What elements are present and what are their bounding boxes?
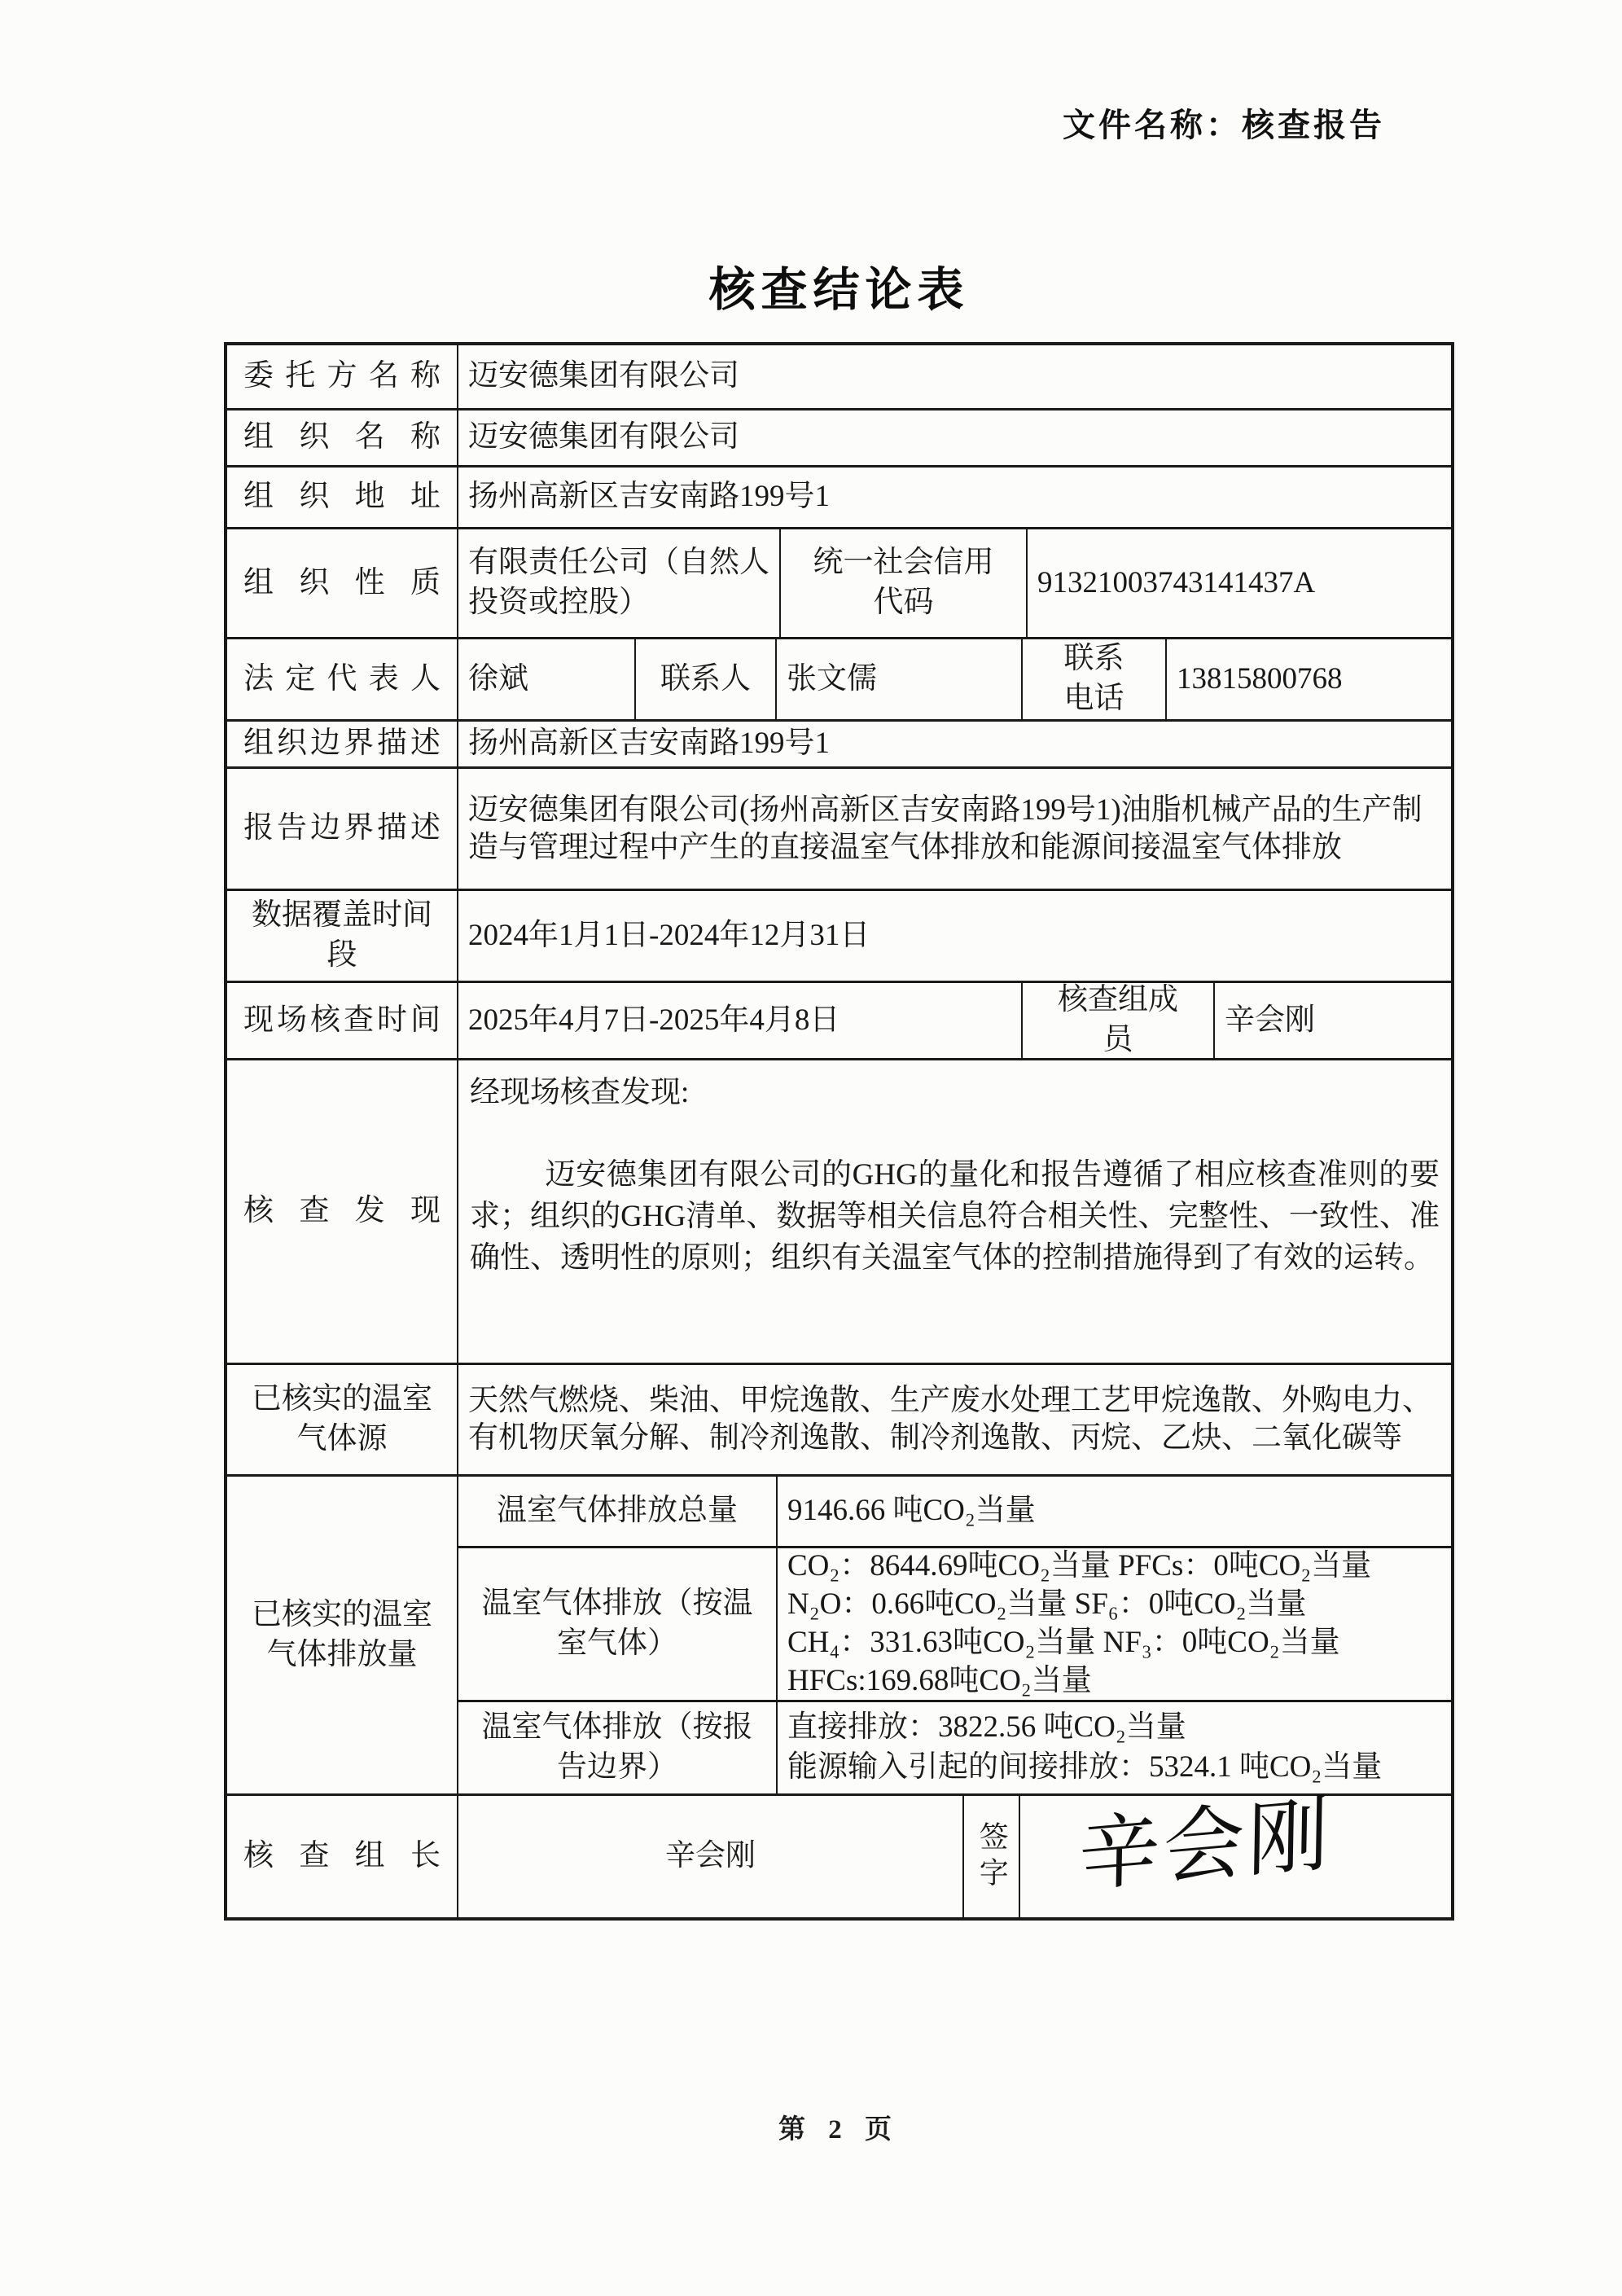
data-period-value: 2024年1月1日-2024年12月31日	[457, 891, 1451, 981]
verification-conclusion-table	[224, 342, 1454, 1921]
by-gas-line-co2-pfcs: CO₂：8644.69吨CO₂当量 PFCs：0吨CO₂当量	[787, 1548, 1372, 1583]
by-gas-line-ch4-nf3: CH₄：331.63吨CO₂当量 NF₃：0吨CO₂当量	[787, 1625, 1340, 1659]
org-nature-value: 有限责任公司（自然人投资或控股）	[457, 529, 779, 637]
handwritten-signature: 辛会刚	[1078, 1789, 1333, 1902]
subrow-emissions-by-gas	[457, 1546, 1451, 1700]
ghg-sources-value: 天然气燃烧、柴油、甲烷逸散、生产废水处理工艺甲烷逸散、外购电力、有机物厌氧分解、制冷剂逸散、制冷剂逸散、丙烷、乙炔、二氧化碳等	[457, 1365, 1451, 1474]
credit-code-label: 统一社会信用代码	[779, 529, 1026, 637]
findings-label: 核查发现	[243, 1194, 441, 1228]
row-team-leader	[227, 1789, 1451, 1917]
audit-team-member: 辛会刚	[1213, 983, 1451, 1058]
row-client-name	[227, 345, 1451, 408]
signature-label: 签字	[962, 1796, 1019, 1917]
site-visit-value: 2025年4月7日-2025年4月8日	[457, 983, 1021, 1058]
org-address-label: 组织地址	[243, 480, 441, 514]
row-org-address	[227, 465, 1451, 527]
findings-content	[457, 1060, 1451, 1363]
report-boundary-label: 报告边界描述	[243, 811, 441, 845]
document-header-label: 文件名称：核查报告	[1063, 108, 1385, 143]
legal-rep-label: 法定代表人	[243, 661, 441, 696]
data-period-label: 数据覆盖时间段	[252, 898, 432, 972]
row-org-boundary	[227, 719, 1451, 766]
row-emissions	[227, 1474, 1451, 1793]
emissions-by-boundary-label: 温室气体排放（按报告边界）	[457, 1702, 776, 1793]
phone-value: 13815800768	[1165, 639, 1451, 719]
by-boundary-line-direct: 直接排放：3822.56 吨CO₂当量	[787, 1710, 1186, 1745]
findings-intro: 经现场核查发现:	[470, 1076, 690, 1109]
findings-body: 迈安德集团有限公司的GHG的量化和报告遵循了相应核查准则的要求；组织的GHG清单、数据等相关信息符合相关性、完整性、一致性、准确性、透明性的原则；组织有关温室气体的控制措施得到了有效的运转。	[470, 1157, 1440, 1275]
by-boundary-line-indirect: 能源输入引起的间接排放：5324.1 吨CO₂当量	[787, 1749, 1383, 1784]
ghg-sources-label: 已核实的温室气体源	[252, 1382, 432, 1455]
row-ghg-sources	[227, 1363, 1451, 1474]
org-address-value: 扬州高新区吉安南路199号1	[457, 468, 1451, 527]
emissions-by-gas-values	[776, 1548, 1451, 1700]
org-nature-label: 组织性质	[243, 565, 441, 599]
page-number: 第 2 页	[778, 2115, 900, 2145]
row-findings	[227, 1058, 1451, 1363]
audit-team-label: 核查组成员	[1021, 983, 1213, 1058]
emissions-by-boundary-values	[776, 1702, 1451, 1793]
row-legal-rep	[227, 637, 1451, 719]
emissions-by-gas-label: 温室气体排放（按温室气体）	[457, 1548, 776, 1700]
emissions-subtable	[457, 1477, 1451, 1793]
org-boundary-label: 组织边界描述	[243, 727, 441, 761]
team-leader-name: 辛会刚	[457, 1796, 962, 1917]
row-org-name	[227, 408, 1451, 465]
legal-rep-value: 徐斌	[457, 639, 634, 719]
row-data-period	[227, 889, 1451, 981]
org-name-value: 迈安德集团有限公司	[457, 410, 1451, 465]
site-visit-label: 现场核查时间	[243, 1003, 441, 1037]
signature-cell	[1019, 1789, 1451, 1917]
contact-value: 张文儒	[775, 639, 1021, 719]
emissions-label: 已核实的温室气体排放量	[252, 1597, 432, 1671]
phone-label: 联系电话	[1021, 639, 1165, 719]
org-name-label: 组织名称	[243, 420, 441, 454]
page-title: 核查结论表	[708, 265, 970, 316]
client-name-value: 迈安德集团有限公司	[457, 345, 1451, 408]
contact-label: 联系人	[634, 639, 775, 719]
row-site-visit	[227, 981, 1451, 1058]
row-org-nature	[227, 527, 1451, 637]
team-leader-label: 核查组长	[243, 1839, 441, 1873]
subrow-emissions-total	[457, 1477, 1451, 1546]
emissions-total-value: 9146.66 吨CO₂当量	[776, 1477, 1451, 1546]
org-boundary-value: 扬州高新区吉安南路199号1	[457, 722, 1451, 766]
row-report-boundary	[227, 766, 1451, 889]
report-boundary-value: 迈安德集团有限公司(扬州高新区吉安南路199号1)油脂机械产品的生产制造与管理过程中产生的直接温室气体排放和能源间接温室气体排放	[457, 769, 1451, 889]
by-gas-line-n2o-sf6: N₂O：0.66吨CO₂当量 SF₆：0吨CO₂当量	[787, 1587, 1307, 1621]
emissions-total-label: 温室气体排放总量	[457, 1477, 776, 1546]
client-name-label: 委托方名称	[243, 359, 441, 393]
subrow-emissions-by-boundary	[457, 1700, 1451, 1793]
credit-code-value: 91321003743141437A	[1026, 529, 1451, 637]
by-gas-line-hfcs: HFCs:169.68吨CO₂当量	[787, 1663, 1092, 1697]
